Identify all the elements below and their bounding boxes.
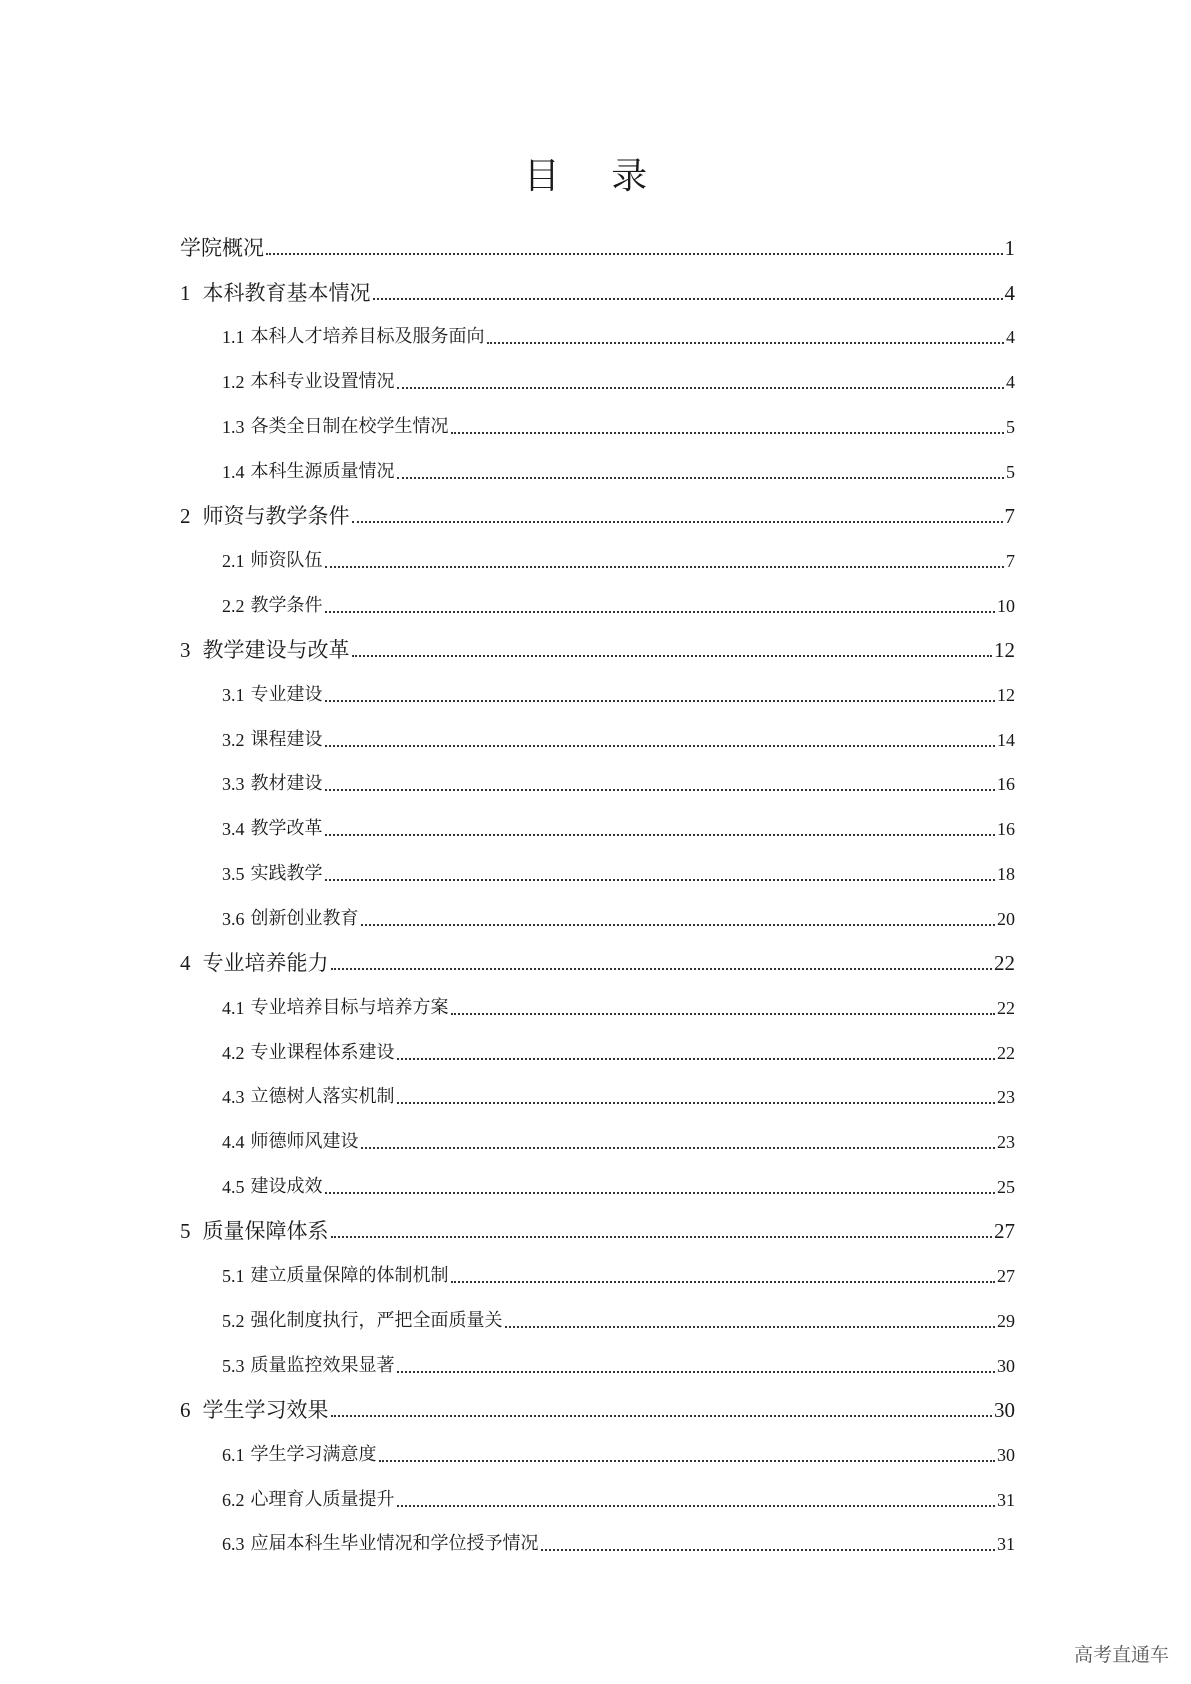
toc-entry-number: 2.1 [222,550,245,571]
toc-entry-title: 教学改革 [250,818,323,840]
toc-entry-number: 6.2 [222,1489,245,1510]
toc-entry-page-number: 29 [997,1310,1015,1331]
toc-entry[interactable] [222,813,1015,845]
toc-entry-number: 4.4 [222,1132,245,1152]
toc-entry-number: 3.1 [222,685,245,705]
toc-entry-page-number: 22 [997,1042,1015,1063]
toc-entry[interactable] [222,1171,1015,1203]
toc-entry[interactable] [222,1037,1015,1069]
toc-entry-title: 本科专业设置情况 [250,371,395,393]
toc-entry[interactable] [222,411,1015,443]
toc-dot-leader [325,745,996,747]
toc-entry[interactable] [222,903,1015,935]
toc-dot-leader [373,298,1003,300]
toc-dot-leader [325,879,996,881]
toc-dot-leader [541,1549,996,1551]
toc-dot-leader [451,1281,996,1283]
toc-dot-leader [331,968,993,970]
toc-entry-number: 1.3 [222,416,245,437]
toc-entry[interactable] [180,1215,1015,1247]
toc-entry-number: 3.4 [222,819,245,840]
toc-entry-title: 应届本科生毕业情况和学位授予情况 [250,1533,539,1555]
toc-entry[interactable] [222,768,1015,800]
toc-entry-page-number: 30 [997,1355,1015,1376]
toc-entry-number: 4.1 [222,997,245,1018]
toc-dot-leader [352,655,993,657]
toc-entry-number: 6.3 [222,1534,245,1555]
toc-entry-page-number: 1 [1004,236,1015,260]
toc-entry-page-number: 7 [1006,550,1015,571]
toc-entry-title: 建立质量保障的体制机制 [250,1265,449,1287]
toc-entry-number: 6 [180,1398,191,1423]
toc-entry-number: 1.2 [222,372,245,393]
toc-entry-title: 质量监控效果显著 [250,1354,395,1376]
toc-entry-title: 各类全日制在校学生情况 [250,415,449,437]
toc-entry-title: 实践教学 [250,862,323,884]
toc-entry-number: 5.2 [222,1310,245,1331]
toc-entry-page-number: 22 [997,997,1015,1018]
toc-entry-title: 创新创业教育 [250,907,359,929]
toc-entry[interactable] [222,992,1015,1024]
toc-dot-leader [325,789,996,791]
toc-entry-title: 质量保障体系 [202,1219,329,1244]
toc-entry-number: 4.3 [222,1087,245,1108]
toc-entry-title: 本科人才培养目标及服务面向 [250,326,485,348]
toc-entry[interactable] [222,1081,1015,1113]
toc-entry-page-number: 5 [1006,461,1015,482]
toc-dot-leader [397,1505,996,1507]
toc-entry-page-number: 4 [1004,280,1015,305]
toc-entry-page-number: 27 [994,1219,1015,1244]
toc-entry[interactable] [222,366,1015,398]
toc-dot-leader [361,1147,996,1149]
toc-entry[interactable] [222,1350,1015,1382]
toc-entry-page-number: 23 [997,1132,1015,1152]
toc-entry[interactable] [222,724,1015,756]
toc-dot-leader [397,477,1005,479]
toc-dot-leader [505,1326,996,1328]
toc-entry-title: 立德树人落实机制 [250,1086,395,1108]
toc-entry[interactable] [222,1439,1015,1471]
toc-entry-title: 教学建设与改革 [202,638,350,663]
toc-entry[interactable] [222,679,1015,711]
toc-entry-title: 专业培养目标与培养方案 [250,996,449,1018]
toc-entry[interactable] [180,232,1015,264]
toc-entry-title: 学院概况 [180,236,264,260]
toc-entry[interactable] [222,590,1015,622]
toc-entry-page-number: 7 [1004,504,1015,529]
toc-entry-title: 教材建设 [250,773,323,795]
toc-entry[interactable] [180,500,1015,532]
toc-entry-title: 强化制度执行，严把全面质量关 [250,1309,503,1331]
toc-dot-leader [325,1192,996,1194]
watermark: 高考直通车 [1073,1644,1169,1666]
toc-entry[interactable] [222,1528,1015,1560]
toc-dot-leader [325,700,996,702]
toc-dot-leader [331,1236,993,1238]
toc-entry-number: 3.6 [222,908,245,929]
toc-entry[interactable] [222,321,1015,353]
toc-entry-title: 师资队伍 [250,549,323,571]
toc-entry-page-number: 20 [997,908,1015,929]
toc-entry-page-number: 4 [1006,372,1015,393]
toc-dot-leader [487,342,1005,344]
toc-entry-title: 师资与教学条件 [202,504,350,529]
toc-entry-page-number: 4 [1006,327,1015,348]
toc-dot-leader [352,521,1003,523]
toc-entry-page-number: 14 [997,729,1015,750]
toc-entry-page-number: 12 [997,685,1015,705]
toc-dot-leader [325,834,996,836]
toc-entry-page-number: 16 [997,819,1015,840]
toc-dot-leader [397,1058,996,1060]
toc-dot-leader [397,1102,996,1104]
toc-entry-number: 2 [180,504,191,529]
toc-dot-leader [379,1460,996,1462]
toc-entry[interactable] [180,947,1015,979]
toc-entry[interactable] [180,277,1015,309]
toc-entry-title: 专业培养能力 [202,951,329,976]
toc-entry-page-number: 12 [994,638,1015,663]
toc-entry-number: 5.1 [222,1266,245,1287]
toc-dot-leader [397,387,1005,389]
toc-dot-leader [331,1415,993,1417]
toc-entry[interactable] [222,858,1015,890]
toc-entry-title: 本科教育基本情况 [202,280,371,305]
toc-entry-number: 1 [180,280,191,305]
toc-entry-number: 6.1 [222,1444,245,1465]
toc-entry-page-number: 18 [997,863,1015,884]
toc-entry-number: 5.3 [222,1355,245,1376]
toc-entry-page-number: 27 [997,1266,1015,1287]
toc-entry-title: 学生学习满意度 [250,1443,377,1465]
toc-dot-leader [361,924,996,926]
toc-entry-page-number: 25 [997,1176,1015,1197]
toc-entry-title: 本科生源质量情况 [250,460,395,482]
toc-entry-title: 学生学习效果 [202,1398,329,1423]
toc-entry-number: 3 [180,638,191,663]
toc-entry-title: 专业建设 [250,684,323,705]
toc-dot-leader [325,611,996,613]
toc-entry-page-number: 31 [997,1534,1015,1555]
toc-entry-title: 课程建设 [250,728,323,750]
toc-entry[interactable] [222,456,1015,488]
toc-dot-leader [397,1371,996,1373]
toc-entry-title: 建设成效 [250,1175,323,1197]
page-title: 目 录 [523,156,668,197]
toc-entry[interactable] [222,1484,1015,1516]
toc-entry-page-number: 30 [997,1444,1015,1465]
toc-entry-number: 3.5 [222,863,245,884]
toc-entry[interactable] [222,1260,1015,1292]
toc-entry-number: 1.4 [222,461,245,482]
toc-dot-leader [451,432,1005,434]
toc-entry-title: 师德师风建设 [250,1131,359,1152]
toc-dot-leader [266,253,1003,255]
toc-entry-page-number: 30 [994,1398,1015,1423]
toc-dot-leader [325,566,1005,568]
toc-entry-title: 专业课程体系建设 [250,1041,395,1063]
toc-entry-number: 3.2 [222,729,245,750]
toc-entry-number: 1.1 [222,327,245,348]
toc-entry-number: 4.2 [222,1042,245,1063]
toc-entry[interactable] [222,1126,1015,1158]
toc-entry-number: 4.5 [222,1176,245,1197]
toc-entry-number: 5 [180,1219,191,1244]
toc-entry[interactable] [180,1394,1015,1426]
toc-entry[interactable] [222,545,1015,577]
toc-entry[interactable] [222,1305,1015,1337]
toc-entry-page-number: 16 [997,774,1015,795]
toc-entry[interactable] [180,634,1015,666]
toc-entry-page-number: 22 [994,951,1015,976]
toc-entry-page-number: 5 [1006,416,1015,437]
toc-entry-number: 4 [180,951,191,976]
toc-entry-number: 3.3 [222,774,245,795]
toc-entry-title: 教学条件 [250,594,323,616]
toc-entry-title: 心理育人质量提升 [250,1488,395,1510]
toc-dot-leader [451,1013,996,1015]
toc-entry-page-number: 31 [997,1489,1015,1510]
toc-entry-page-number: 10 [997,595,1015,616]
toc-entry-number: 2.2 [222,595,245,616]
toc-entry-page-number: 23 [997,1087,1015,1108]
